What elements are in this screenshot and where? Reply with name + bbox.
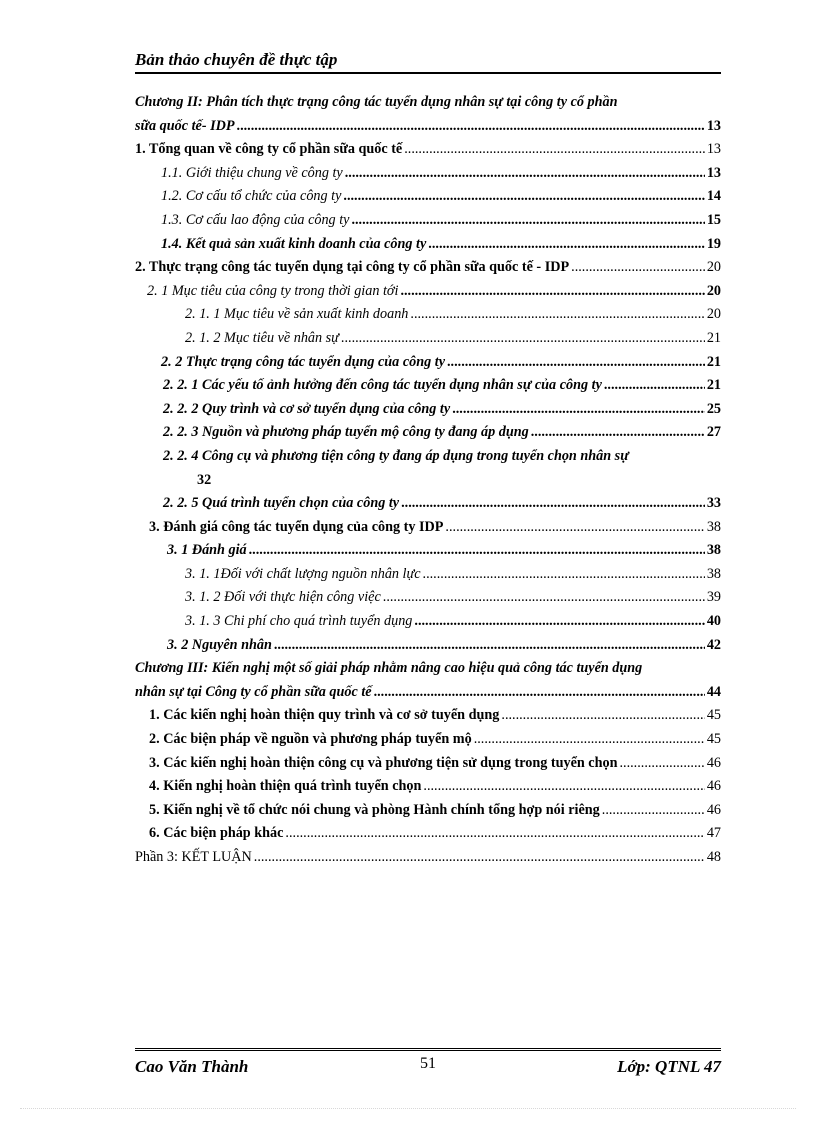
toc-entry-title: Chương II: Phân tích thực trạng công tác tuyển dụng nhân sự tại công ty cổ phần: [135, 94, 618, 110]
toc-entry-page: 25: [706, 400, 721, 417]
toc-entry[interactable]: [135, 303, 721, 327]
toc-leader-dots: [237, 115, 705, 139]
toc-entry-title: 1.4. Kết quả sản xuất kinh doanh của công ty: [161, 235, 427, 252]
toc-entry-page: 45: [706, 731, 721, 748]
toc-leader-dots: [571, 256, 705, 280]
toc-entry-page: 15: [706, 211, 721, 228]
toc-entry-title: 1. Các kiến nghị hoàn thiện quy trình và cơ sở tuyển dụng: [149, 707, 500, 724]
toc-entry-title: 2. 2. 1 Các yếu tố ảnh hưởng đến công tác tuyển dụng nhân sự của công ty: [163, 377, 602, 394]
toc-entry-page: 40: [706, 613, 721, 630]
toc-entry[interactable]: [135, 185, 721, 209]
toc-entry-title: 4. Kiến nghị hoàn thiện quá trình tuyển chọn: [149, 778, 422, 795]
toc-entry[interactable]: [135, 775, 721, 799]
toc-leader-dots: [445, 516, 704, 540]
toc-entry[interactable]: [135, 233, 721, 257]
toc-entry[interactable]: [135, 586, 721, 610]
toc-entry[interactable]: [135, 846, 721, 870]
toc-entry-title: 2. Thực trạng công tác tuyển dụng tại công ty cổ phần sữa quốc tế - IDP: [135, 259, 570, 276]
toc-entry-page: 42: [706, 636, 721, 653]
toc-entry-page: 46: [706, 778, 721, 795]
toc-entry-title: Phần 3: KẾT LUẬN: [135, 849, 252, 865]
toc-leader-dots: [447, 351, 705, 375]
toc-entry-title: sữa quốc tế- IDP: [135, 117, 235, 134]
toc-entry-title: 3. Đánh giá công tác tuyển dụng của công ty IDP: [149, 518, 444, 535]
toc-leader-dots: [254, 846, 705, 870]
toc-entry-page: 45: [706, 707, 721, 724]
toc-entry[interactable]: [135, 610, 721, 634]
toc-entry-title: Chương III: Kiến nghị một số giải pháp nhằm nâng cao hiệu quả công tác tuyển dụng: [135, 660, 643, 677]
footer-page-number: 51: [420, 1055, 436, 1072]
toc-entry-title: 3. 1. 3 Chi phí cho quá trình tuyển dụng: [185, 613, 413, 630]
toc-entry-title: 2. Các biện pháp về nguồn và phương pháp tuyển mộ: [149, 731, 472, 748]
toc-leader-dots: [383, 586, 705, 610]
table-of-contents: [135, 91, 721, 870]
toc-leader-dots: [428, 233, 705, 257]
toc-entry-title: 3. 2 Nguyên nhân: [167, 636, 272, 653]
footer-author: Cao Văn Thành: [135, 1057, 249, 1076]
toc-entry-page: 44: [706, 683, 721, 700]
toc-entry-page: 20: [706, 282, 721, 299]
toc-entry[interactable]: [135, 374, 721, 398]
toc-entry[interactable]: [135, 799, 721, 823]
toc-entry-page: 46: [706, 754, 721, 771]
toc-entry-title: 2. 2. 3 Nguồn và phương pháp tuyển mộ công ty đang áp dụng: [163, 424, 529, 441]
toc-entry[interactable]: [135, 351, 721, 375]
toc-leader-dots: [602, 799, 705, 823]
toc-entry-title: nhân sự tại Công ty cổ phần sữa quốc tế: [135, 683, 372, 700]
toc-entry-title: 2. 1 Mục tiêu của công ty trong thời gian tới: [147, 282, 399, 299]
toc-leader-dots: [410, 303, 704, 327]
toc-entry-title: 1. Tổng quan về công ty cổ phần sữa quốc tế: [135, 141, 403, 158]
toc-entry[interactable]: [135, 209, 721, 233]
toc-entry-page: 38: [706, 518, 721, 535]
toc-leader-dots: [351, 209, 704, 233]
toc-leader-dots: [285, 822, 704, 846]
toc-entry-page: 19: [706, 235, 721, 252]
toc-entry-page: 20: [706, 306, 721, 323]
toc-entry-page: 33: [706, 495, 721, 512]
toc-entry[interactable]: [135, 563, 721, 587]
toc-entry-page: 39: [706, 589, 721, 606]
toc-entry-title: 3. Các kiến nghị hoàn thiện công cụ và phương tiện sử dụng trong tuyển chọn: [149, 754, 618, 771]
toc-entry-page: 27: [706, 424, 721, 441]
header-title: Bản thảo chuyên đề thực tập: [135, 50, 338, 69]
toc-entry-title: 2. 1. 1 Mục tiêu về sản xuất kinh doanh: [185, 306, 409, 323]
toc-entry-title: 3. 1. 2 Đối với thực hiện công việc: [185, 589, 381, 606]
toc-leader-dots: [474, 728, 705, 752]
toc-entry[interactable]: [135, 492, 721, 516]
toc-leader-dots: [423, 775, 704, 799]
toc-leader-dots: [249, 539, 705, 563]
toc-entry[interactable]: [135, 138, 721, 162]
toc-entry[interactable]: [135, 115, 721, 139]
toc-leader-dots: [604, 374, 705, 398]
toc-leader-dots: [274, 634, 705, 658]
toc-entry[interactable]: [135, 280, 721, 304]
toc-entry-page: 46: [706, 801, 721, 818]
toc-entry[interactable]: [135, 162, 721, 186]
toc-entry-page: 21: [706, 353, 721, 370]
toc-entry[interactable]: [135, 445, 721, 469]
toc-entry[interactable]: [135, 327, 721, 351]
toc-entry-title: 3. 1 Đánh giá: [167, 542, 247, 559]
toc-leader-dots: [374, 681, 705, 705]
toc-entry-title: 2. 1. 2 Mục tiêu về nhân sự: [185, 329, 339, 346]
toc-entry-page: 47: [706, 825, 721, 842]
toc-leader-dots: [452, 398, 705, 422]
toc-leader-dots: [404, 138, 705, 162]
toc-entry[interactable]: [135, 398, 721, 422]
toc-leader-dots: [345, 162, 705, 186]
toc-leader-dots: [401, 492, 705, 516]
toc-leader-dots: [423, 563, 705, 587]
toc-entry[interactable]: [135, 704, 721, 728]
toc-entry-page: 38: [706, 565, 721, 582]
footer-class-label: Lớp: QTNL 47: [617, 1057, 721, 1076]
toc-entry[interactable]: [135, 256, 721, 280]
toc-entry-title: 2. 2. 5 Quá trình tuyển chọn của công ty: [163, 495, 400, 512]
toc-entry[interactable]: [135, 516, 721, 540]
toc-entry[interactable]: [135, 539, 721, 563]
toc-entry-page: 21: [706, 377, 721, 394]
toc-entry-title: 3. 1. 1Đối với chất lượng nguồn nhân lực: [185, 565, 421, 582]
toc-entry[interactable]: [135, 681, 721, 705]
toc-leader-dots: [501, 704, 704, 728]
toc-entry[interactable]: [135, 657, 721, 681]
toc-entry[interactable]: [135, 728, 721, 752]
toc-entry-page: 20: [706, 259, 721, 276]
page-header: [135, 50, 721, 74]
toc-entry[interactable]: [135, 469, 721, 493]
toc-leader-dots: [343, 185, 704, 209]
toc-entry[interactable]: [135, 634, 721, 658]
toc-entry-title: 5. Kiến nghị về tổ chức nói chung và phòng Hành chính tổng hợp nói riêng: [149, 801, 600, 818]
toc-entry-page: 13: [706, 164, 721, 181]
page-footer: [135, 1048, 721, 1081]
toc-entry-title: 2. 2. 2 Quy trình và cơ sở tuyển dụng của công ty: [163, 400, 451, 417]
toc-leader-dots: [414, 610, 704, 634]
toc-entry-title: 2. 2. 4 Công cụ và phương tiện công ty đang áp dụng trong tuyển chọn nhân sự: [163, 447, 629, 464]
toc-entry[interactable]: [135, 752, 721, 776]
toc-entry[interactable]: [135, 91, 721, 115]
toc-entry-page: 13: [706, 117, 721, 134]
page-edge-divider: [20, 1108, 796, 1109]
toc-entry-page: 48: [706, 849, 721, 865]
toc-leader-dots: [341, 327, 705, 351]
toc-leader-dots: [619, 752, 704, 776]
toc-entry-title: 1.2. Cơ cấu tổ chức của công ty: [161, 188, 342, 205]
toc-entry-title: 6. Các biện pháp khác: [149, 825, 284, 842]
toc-leader-dots: [531, 421, 705, 445]
toc-entry-page: 38: [706, 542, 721, 559]
toc-entry-title: 32: [197, 471, 212, 488]
toc-entry-page: 21: [706, 329, 721, 346]
toc-entry-page: 13: [706, 141, 721, 158]
toc-entry[interactable]: [135, 421, 721, 445]
toc-entry-title: 1.1. Giới thiệu chung về công ty: [161, 164, 343, 181]
toc-entry-title: 1.3. Cơ cấu lao động của công ty: [161, 211, 350, 228]
toc-entry-page: 14: [706, 188, 721, 205]
toc-entry-title: 2. 2 Thực trạng công tác tuyển dụng của công ty: [161, 353, 445, 370]
toc-leader-dots: [400, 280, 704, 304]
toc-entry[interactable]: [135, 822, 721, 846]
